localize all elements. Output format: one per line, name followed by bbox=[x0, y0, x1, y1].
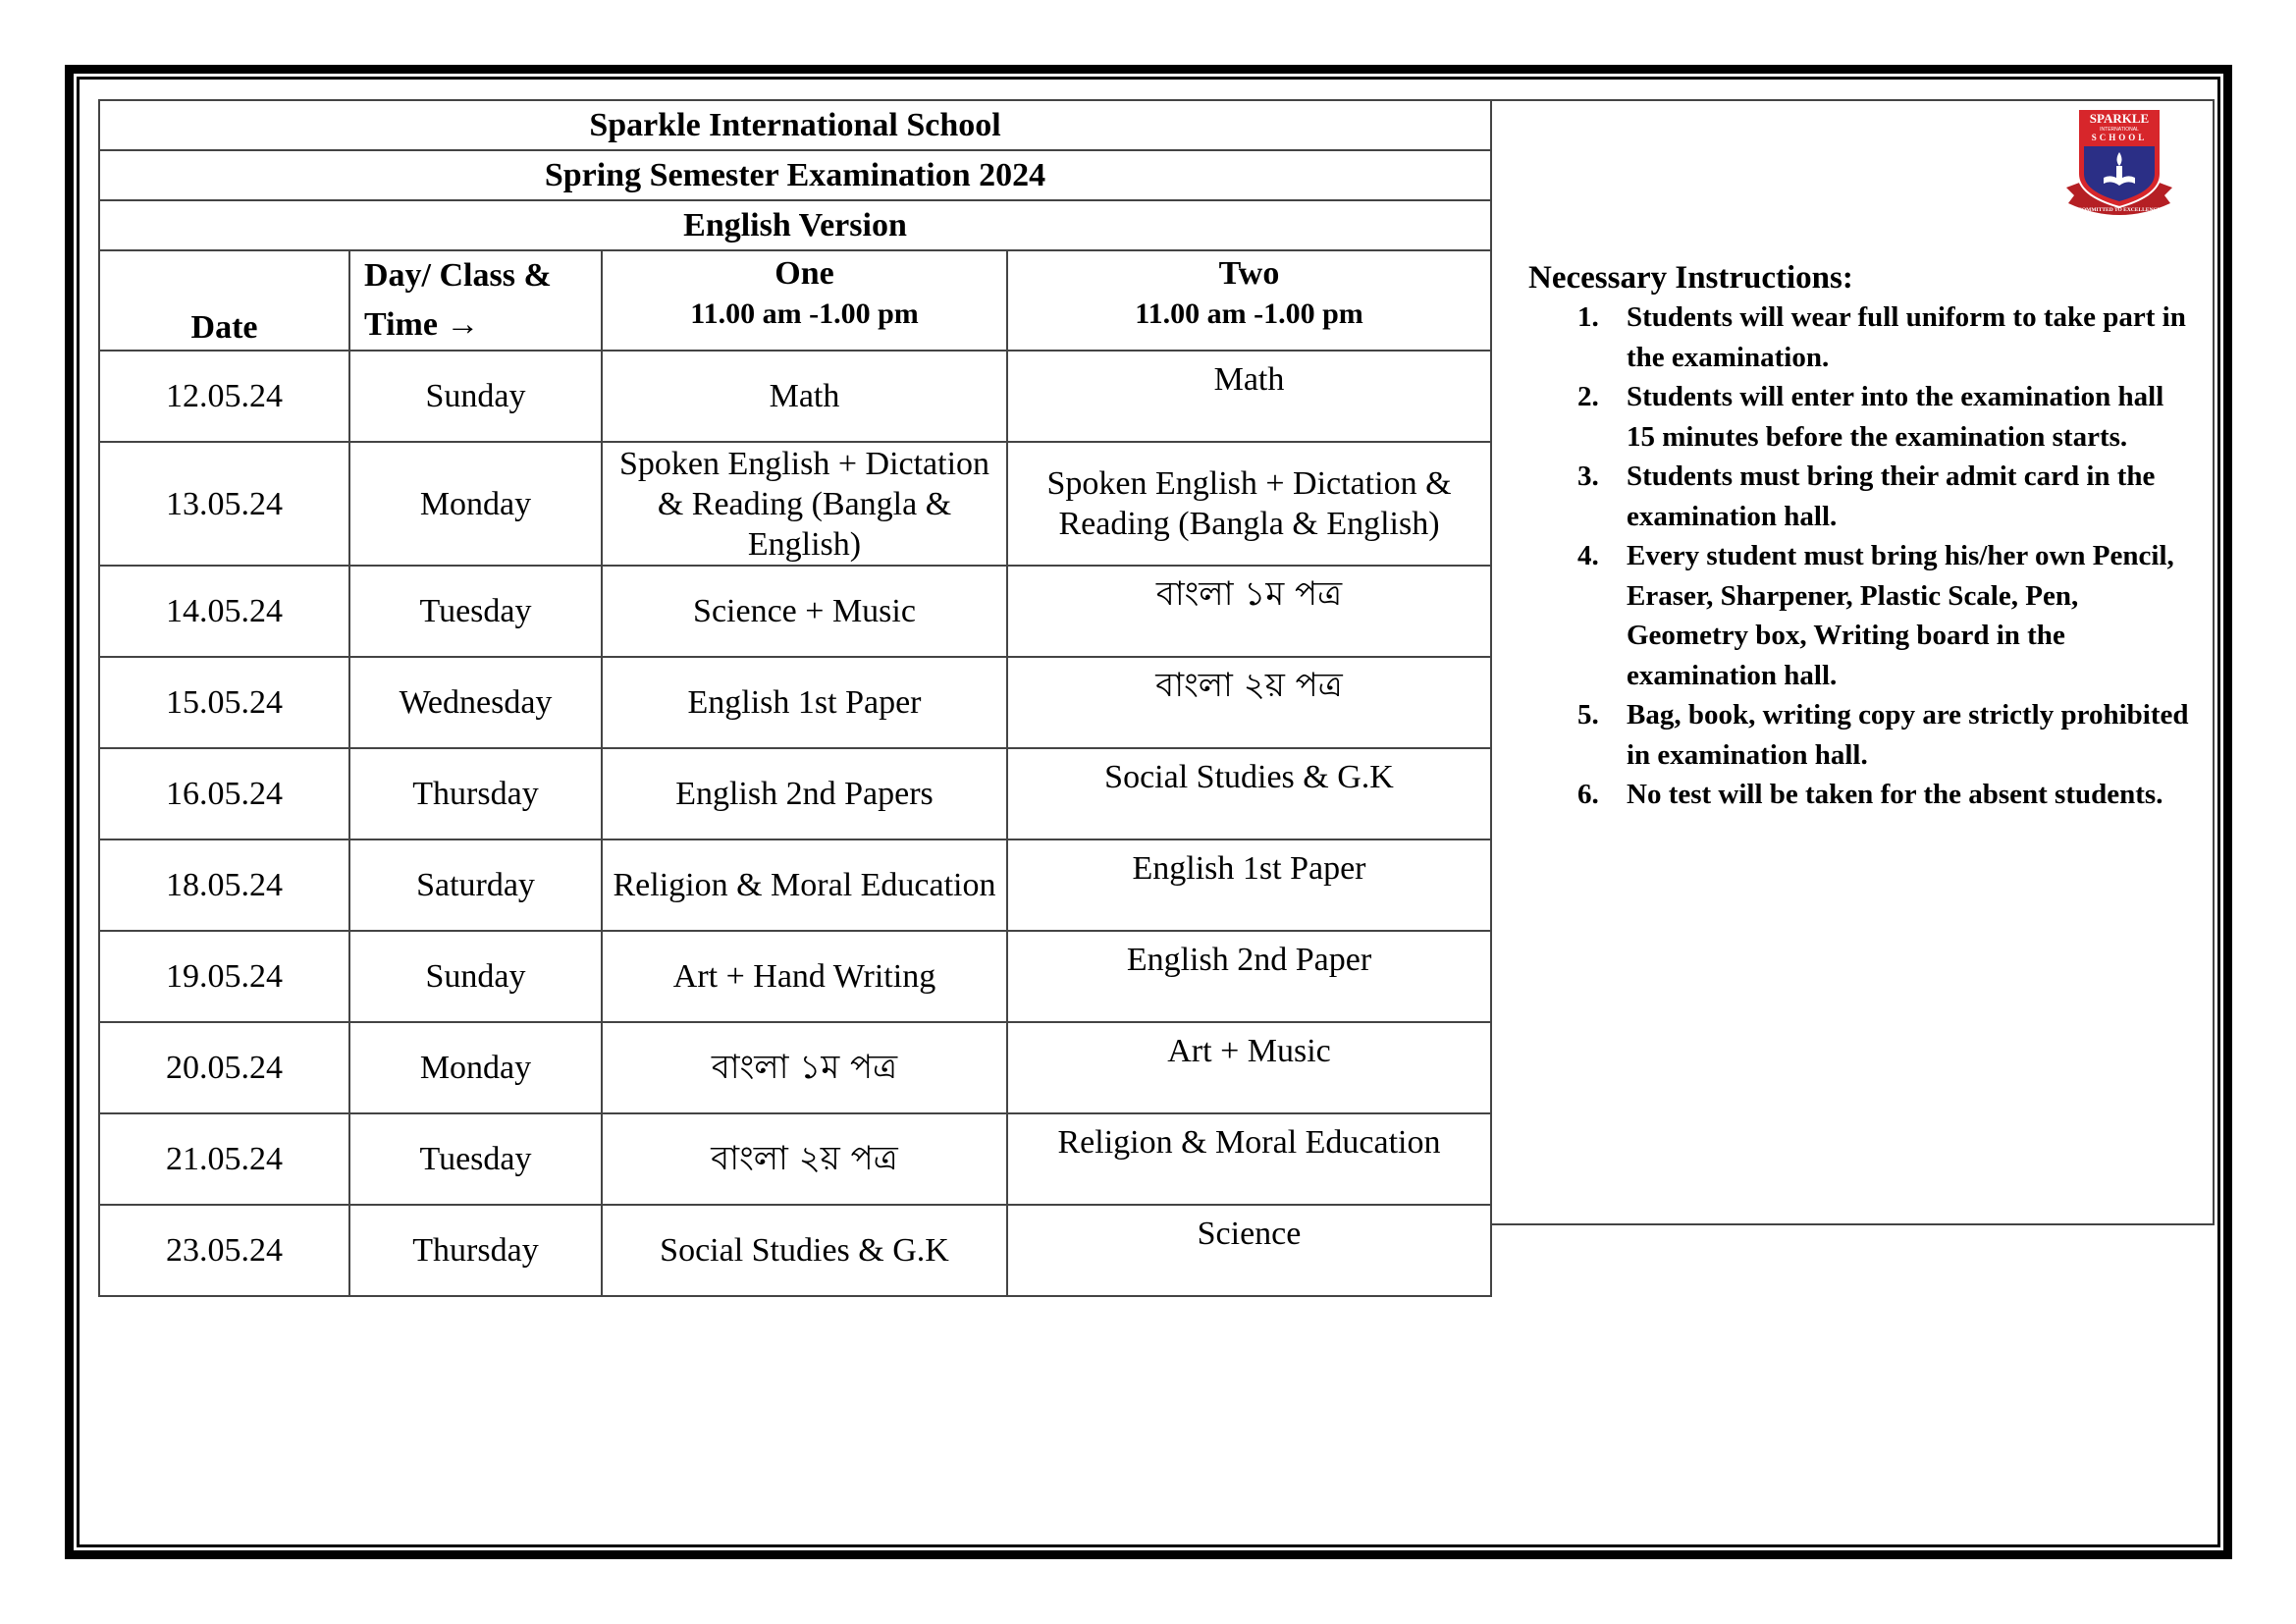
table-row bbox=[99, 1205, 1491, 1296]
cell-date: 13.05.24 bbox=[99, 442, 349, 566]
cell-class-two: English 2nd Paper bbox=[1007, 931, 1491, 1022]
crest-top-text: SPARKLE bbox=[2089, 111, 2150, 126]
class-time: 11.00 am -1.00 pm bbox=[690, 298, 919, 330]
instruction-item bbox=[1528, 775, 2196, 815]
exam-routine-sheet bbox=[98, 99, 2215, 1269]
cell-class-one: Religion & Moral Education bbox=[602, 839, 1007, 931]
header-day-class-time bbox=[349, 250, 602, 351]
table-row bbox=[99, 1022, 1491, 1113]
schedule-body bbox=[99, 351, 1491, 1296]
cell-date: 15.05.24 bbox=[99, 657, 349, 748]
cell-class-two: Spoken English + Dictation & Reading (Bangla & English) bbox=[1007, 442, 1491, 566]
cell-day: Monday bbox=[349, 1022, 602, 1113]
instructions-list bbox=[1528, 298, 2196, 815]
instruction-number: 3. bbox=[1577, 460, 1599, 492]
table-row bbox=[99, 442, 1491, 566]
school-name: Sparkle International School bbox=[99, 100, 1491, 150]
instructions bbox=[1528, 258, 2196, 815]
cell-class-one: Art + Hand Writing bbox=[602, 931, 1007, 1022]
class-time: 11.00 am -1.00 pm bbox=[1135, 298, 1363, 330]
cell-class-one: Science + Music bbox=[602, 566, 1007, 657]
exam-schedule-table bbox=[98, 99, 1492, 1297]
crest-bottom-text: SCHOOL bbox=[2091, 133, 2148, 142]
cell-day: Monday bbox=[349, 442, 602, 566]
cell-class-two: Religion & Moral Education bbox=[1007, 1113, 1491, 1205]
table-row bbox=[99, 351, 1491, 442]
instruction-text: Every student must bring his/her own Pencil, Eraser, Sharpener, Plastic Scale, Pen, Geometry box, Writing board in the examination hall. bbox=[1627, 540, 2174, 691]
instruction-item bbox=[1528, 377, 2196, 457]
cell-day: Sunday bbox=[349, 351, 602, 442]
cell-class-two: বাংলা ১ম পত্র bbox=[1007, 566, 1491, 657]
cell-class-two: English 1st Paper bbox=[1007, 839, 1491, 931]
crest-middle-text: INTERNATIONAL bbox=[2100, 127, 2139, 133]
cell-class-one: বাংলা ১ম পত্র bbox=[602, 1022, 1007, 1113]
instructions-panel bbox=[1490, 99, 2215, 1225]
header-day-line1: Day/ Class & bbox=[364, 257, 552, 294]
instruction-number: 1. bbox=[1577, 301, 1599, 333]
cell-class-two: Social Studies & G.K bbox=[1007, 748, 1491, 839]
instruction-number: 2. bbox=[1577, 381, 1599, 412]
cell-day: Thursday bbox=[349, 748, 602, 839]
instruction-text: Bag, book, writing copy are strictly prohibited in examination hall. bbox=[1627, 699, 2189, 771]
version-label: English Version bbox=[99, 200, 1491, 250]
instruction-text: Students will enter into the examination hall 15 minutes before the examination starts. bbox=[1627, 381, 2164, 453]
school-crest-icon bbox=[2060, 105, 2178, 221]
exam-title: Spring Semester Examination 2024 bbox=[99, 150, 1491, 200]
cell-day: Tuesday bbox=[349, 566, 602, 657]
table-row bbox=[99, 657, 1491, 748]
header-class-one bbox=[602, 250, 1007, 351]
instruction-number: 5. bbox=[1577, 699, 1599, 731]
instruction-text: No test will be taken for the absent students. bbox=[1627, 779, 2163, 810]
cell-class-two: Art + Music bbox=[1007, 1022, 1491, 1113]
class-name: Two bbox=[1218, 255, 1280, 292]
cell-date: 18.05.24 bbox=[99, 839, 349, 931]
instruction-text: Students will wear full uniform to take part in the examination. bbox=[1627, 301, 2186, 373]
cell-day: Sunday bbox=[349, 931, 602, 1022]
cell-class-one: English 2nd Papers bbox=[602, 748, 1007, 839]
table-row bbox=[99, 1113, 1491, 1205]
table-row bbox=[99, 566, 1491, 657]
cell-date: 16.05.24 bbox=[99, 748, 349, 839]
cell-date: 12.05.24 bbox=[99, 351, 349, 442]
table-header-row bbox=[99, 250, 1491, 351]
header-class-two bbox=[1007, 250, 1491, 351]
instruction-item bbox=[1528, 536, 2196, 695]
cell-date: 20.05.24 bbox=[99, 1022, 349, 1113]
cell-date: 23.05.24 bbox=[99, 1205, 349, 1296]
cell-date: 21.05.24 bbox=[99, 1113, 349, 1205]
header-day-line2: Time → bbox=[364, 306, 480, 343]
cell-class-one: Spoken English + Dictation & Reading (Bangla & English) bbox=[602, 442, 1007, 566]
instruction-text: Students must bring their admit card in the examination hall. bbox=[1627, 460, 2156, 532]
instruction-item bbox=[1528, 695, 2196, 775]
table-row bbox=[99, 931, 1491, 1022]
cell-day: Thursday bbox=[349, 1205, 602, 1296]
instruction-number: 4. bbox=[1577, 540, 1599, 571]
crest-ribbon-text: COMMITTED TO EXCELLENCE bbox=[2077, 207, 2162, 213]
cell-class-two: Math bbox=[1007, 351, 1491, 442]
cell-class-one: বাংলা ২য় পত্র bbox=[602, 1113, 1007, 1205]
cell-date: 19.05.24 bbox=[99, 931, 349, 1022]
cell-class-one: Math bbox=[602, 351, 1007, 442]
table-row bbox=[99, 839, 1491, 931]
instruction-item bbox=[1528, 298, 2196, 377]
header-date: Date bbox=[99, 250, 349, 351]
cell-day: Tuesday bbox=[349, 1113, 602, 1205]
cell-class-two: বাংলা ২য় পত্র bbox=[1007, 657, 1491, 748]
cell-day: Saturday bbox=[349, 839, 602, 931]
cell-class-two: Science bbox=[1007, 1205, 1491, 1296]
cell-class-one: Social Studies & G.K bbox=[602, 1205, 1007, 1296]
table-row bbox=[99, 748, 1491, 839]
class-name: One bbox=[774, 255, 834, 292]
instruction-number: 6. bbox=[1577, 779, 1599, 810]
cell-date: 14.05.24 bbox=[99, 566, 349, 657]
instruction-item bbox=[1528, 457, 2196, 536]
instructions-title: Necessary Instructions: bbox=[1528, 260, 1853, 296]
cell-day: Wednesday bbox=[349, 657, 602, 748]
cell-class-one: English 1st Paper bbox=[602, 657, 1007, 748]
